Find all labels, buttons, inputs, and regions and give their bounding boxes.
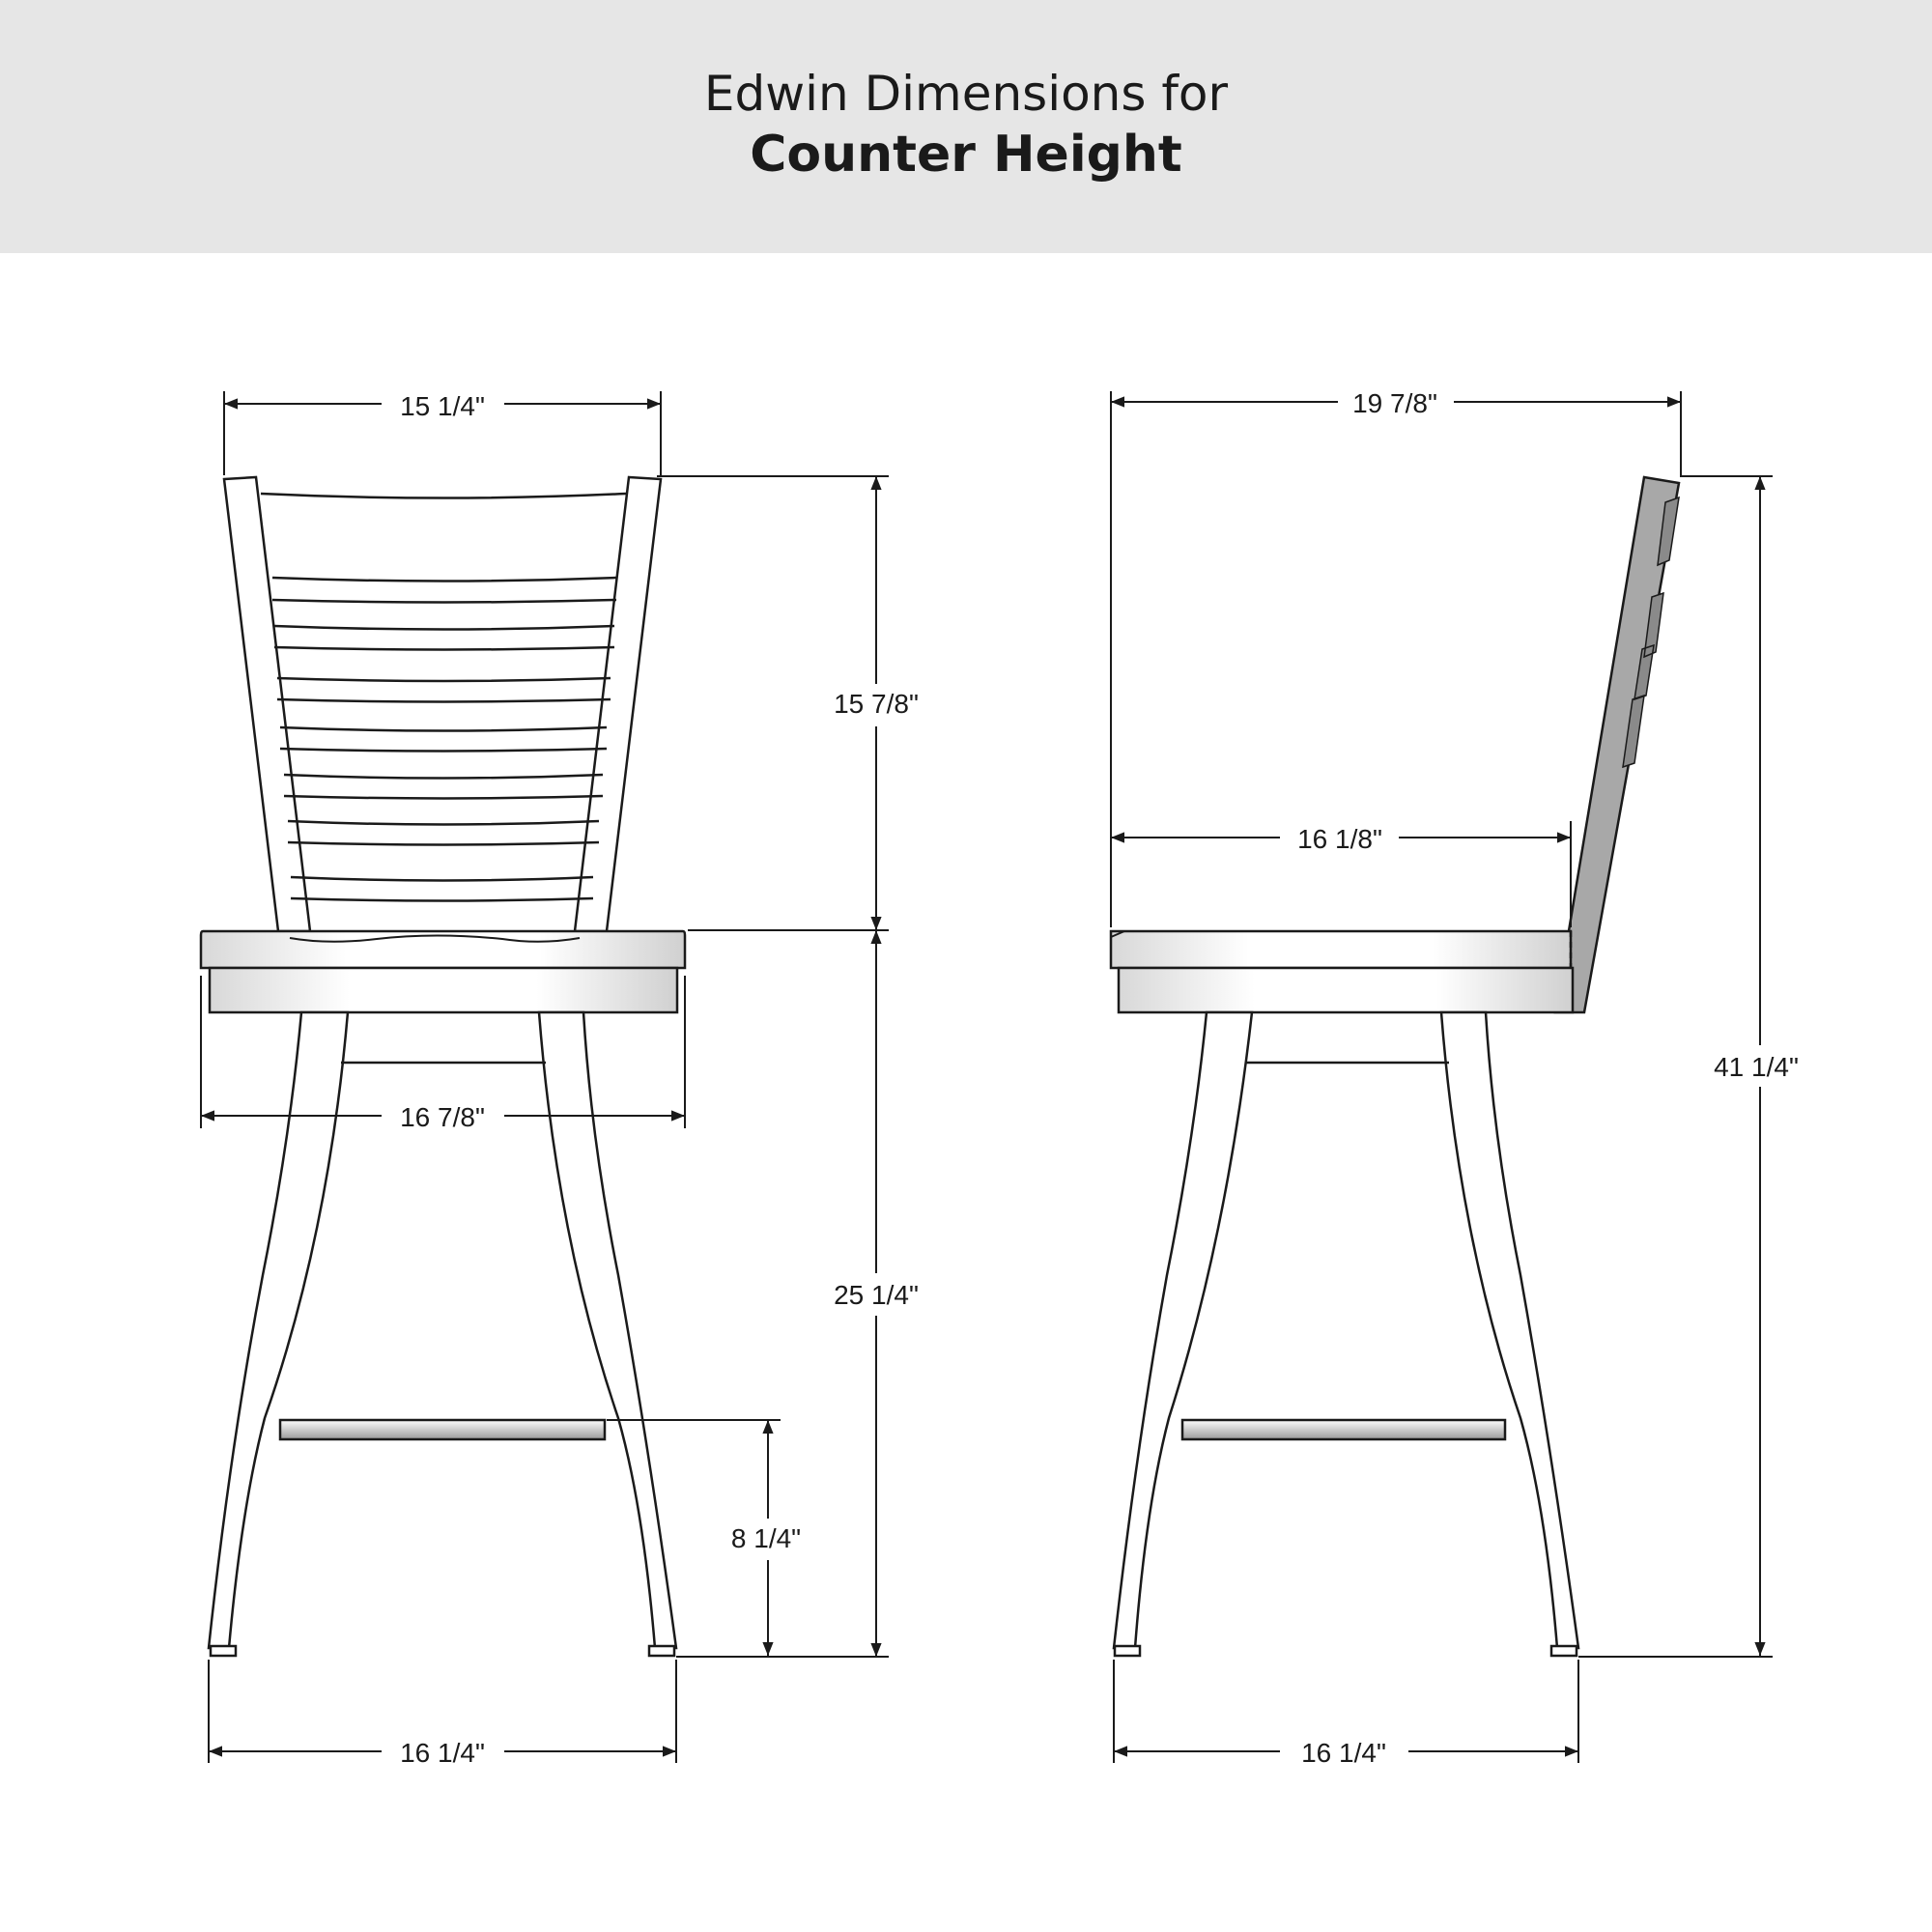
front-back-slats	[272, 578, 616, 901]
front-footrest	[280, 1420, 605, 1439]
label-front-base-width: 16 1/4"	[400, 1738, 485, 1768]
side-front-leg	[1114, 1012, 1252, 1648]
label-footrest-height: 8 1/4"	[730, 1523, 802, 1553]
side-view	[1111, 477, 1679, 1656]
front-top-rail	[261, 494, 626, 498]
front-left-glide	[211, 1646, 236, 1656]
side-seat-base	[1119, 968, 1573, 1012]
front-seat-base	[210, 968, 677, 1012]
label-seat-depth: 16 1/8"	[1297, 824, 1382, 854]
front-right-back-post	[575, 477, 661, 931]
front-seat-top	[201, 931, 685, 968]
title-line-1: Edwin Dimensions for	[703, 66, 1229, 122]
label-overall-height: 41 1/4"	[1714, 1052, 1799, 1082]
front-left-leg	[209, 1012, 348, 1648]
side-front-glide	[1115, 1646, 1140, 1656]
label-back-width: 15 1/4"	[400, 391, 485, 421]
side-rear-glide	[1551, 1646, 1577, 1656]
side-rear-leg	[1441, 1012, 1578, 1648]
front-left-back-post	[224, 477, 310, 931]
front-right-leg	[539, 1012, 676, 1648]
label-side-base-depth: 16 1/4"	[1301, 1738, 1386, 1768]
side-footrest	[1182, 1420, 1505, 1439]
front-right-glide	[649, 1646, 674, 1656]
label-overall-depth: 19 7/8"	[1352, 388, 1437, 418]
dimension-labels	[400, 388, 1799, 1768]
label-seat-width: 16 7/8"	[400, 1102, 485, 1132]
side-seat-top	[1111, 931, 1571, 968]
front-view	[201, 477, 685, 1656]
label-back-height: 15 7/8"	[834, 689, 919, 719]
title-line-2: Counter Height	[750, 126, 1182, 184]
label-seat-height: 25 1/4"	[834, 1280, 919, 1310]
